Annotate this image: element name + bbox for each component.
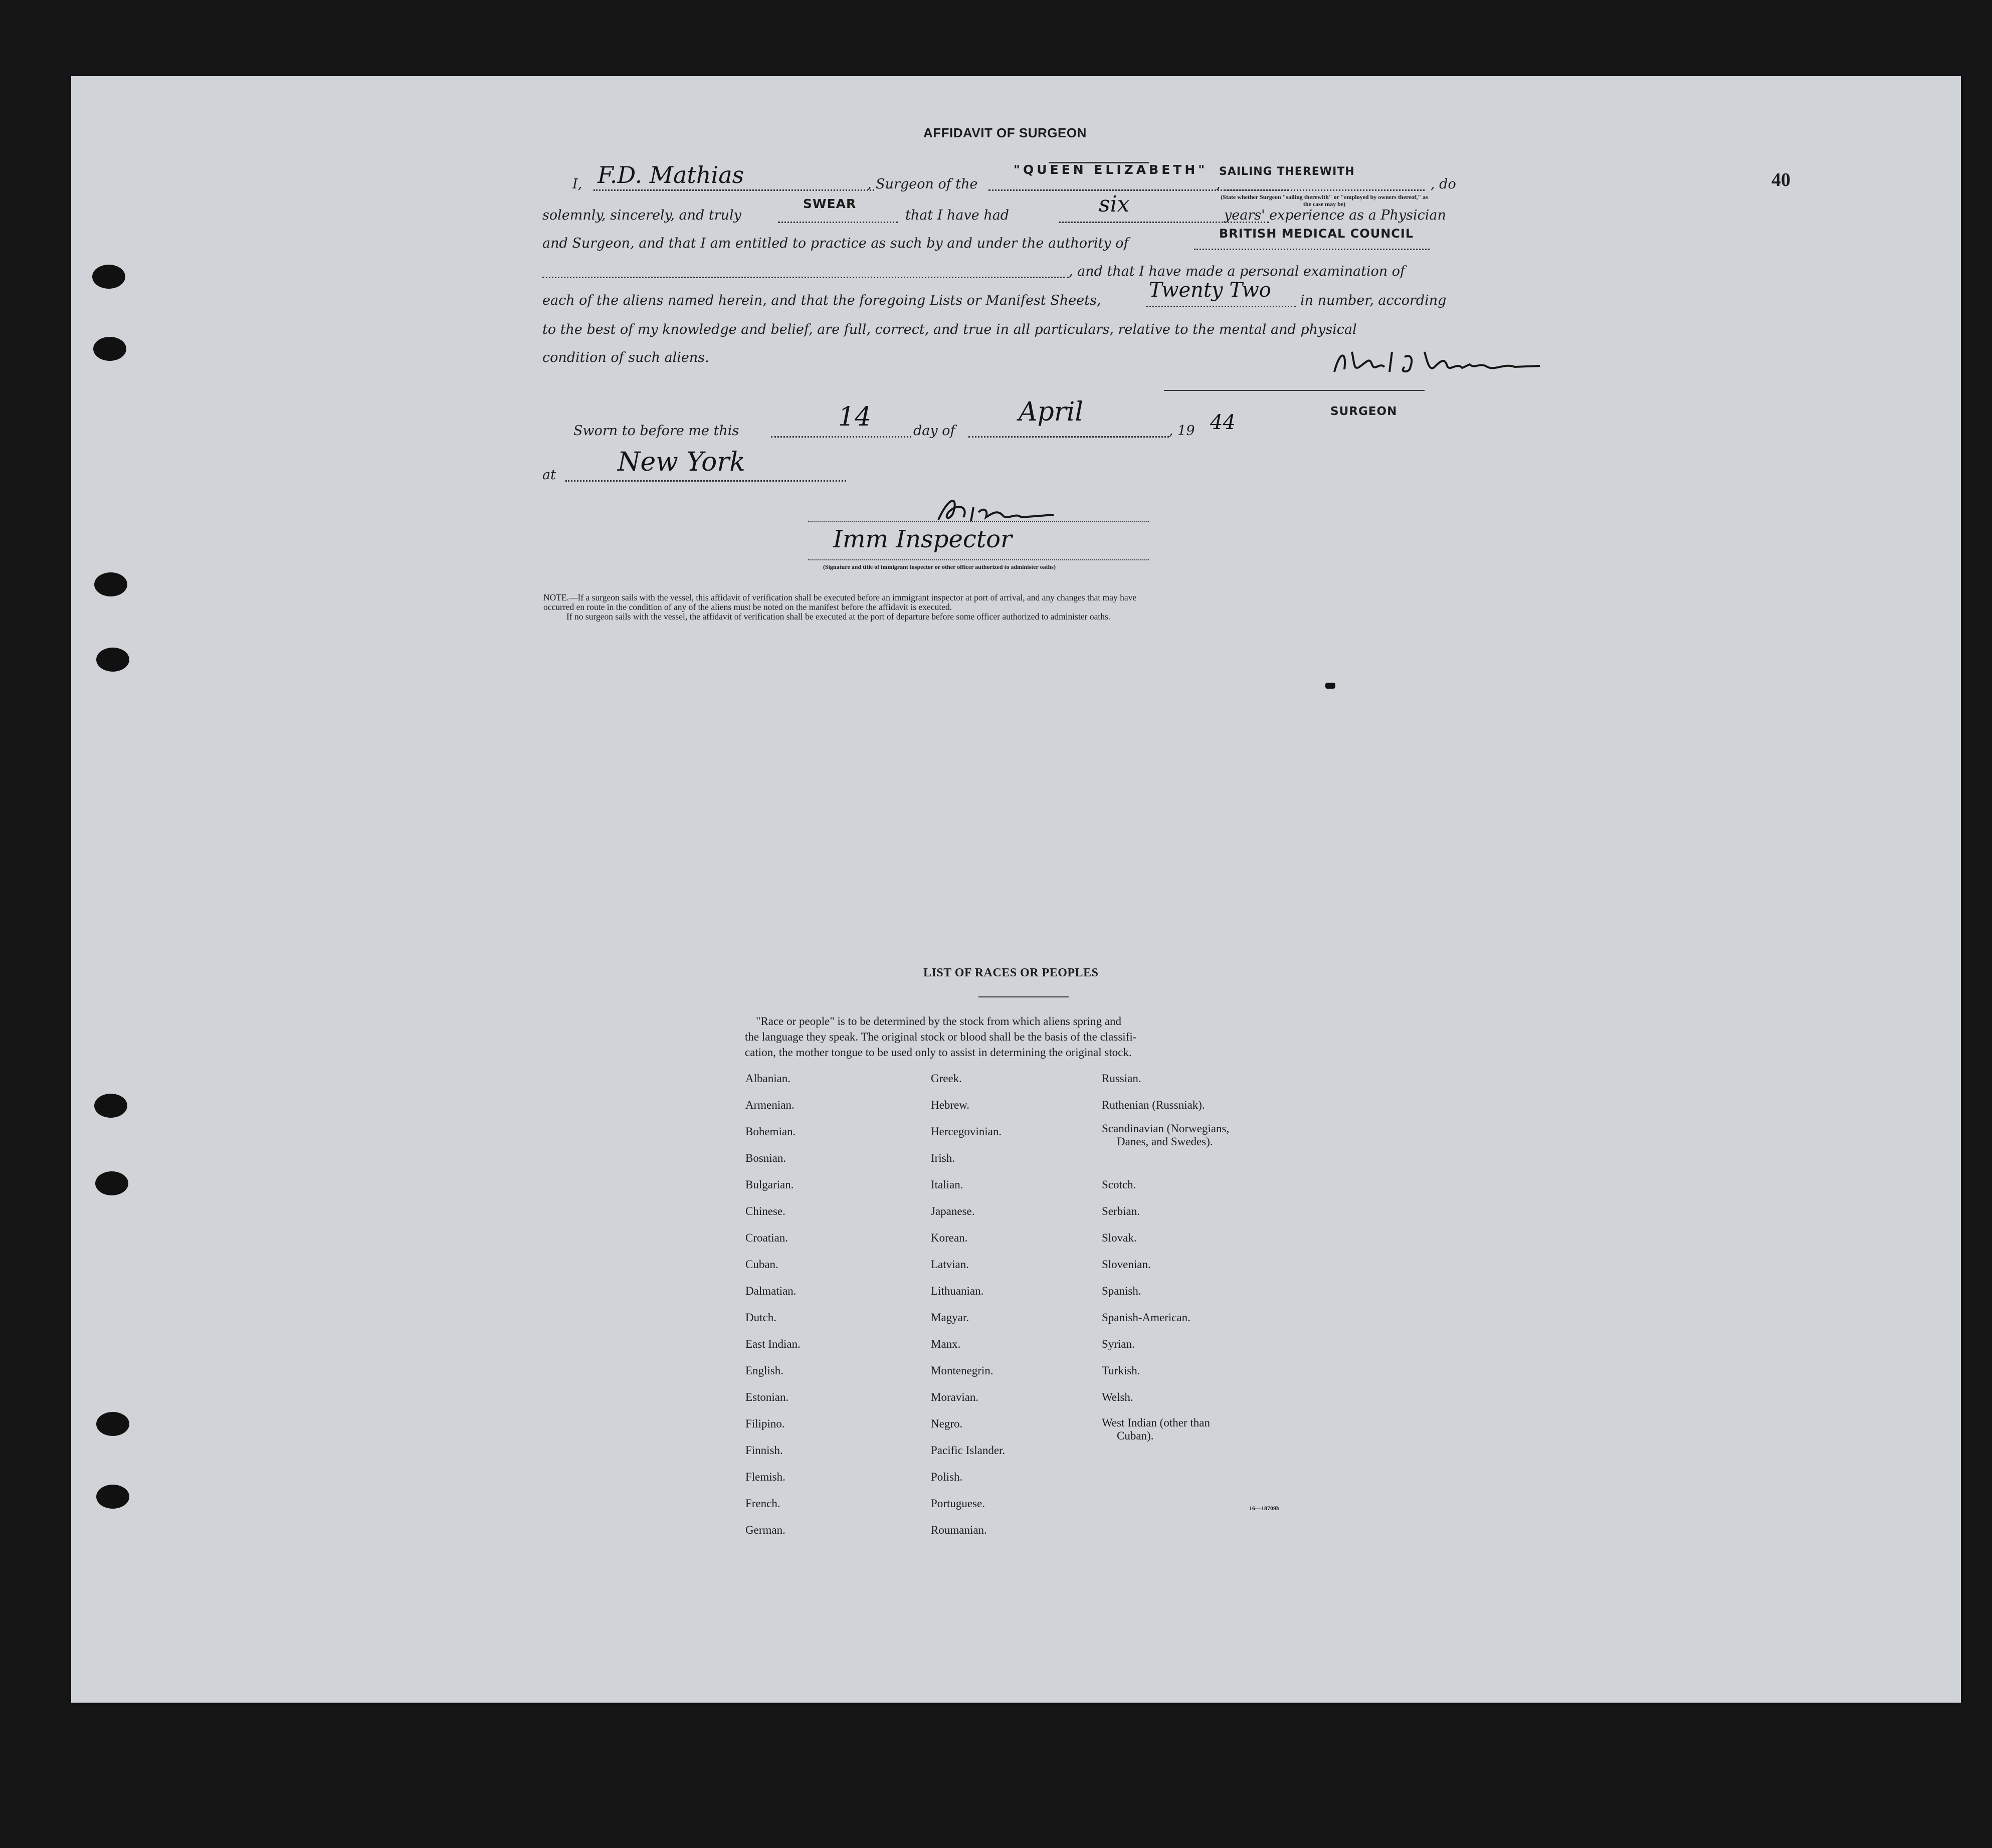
- state-whether-note: (State whether Surgeon "sailing therewith" or "employed by owners thereof," as the case may be): [1221, 193, 1428, 208]
- race-item: French.: [745, 1497, 780, 1510]
- sworn-day: 14: [838, 402, 872, 432]
- race-item: Hebrew.: [931, 1099, 970, 1111]
- race-item: West Indian (other than: [1102, 1416, 1210, 1429]
- form-number: 16—18709b: [1249, 1505, 1280, 1512]
- race-item: Estonian.: [745, 1391, 789, 1403]
- races-intro-2: the language they speak. The original stock or blood shall be the basis of the classifi-: [745, 1031, 1137, 1043]
- race-item: Cuban.: [745, 1258, 778, 1271]
- race-item: Slovenian.: [1102, 1258, 1151, 1271]
- place-blank: [565, 480, 846, 482]
- vessel-name: "QUEEN ELIZABETH": [1014, 162, 1208, 177]
- race-item: Bulgarian.: [745, 1178, 794, 1191]
- race-item: Manx.: [931, 1338, 961, 1350]
- surgeon-signature: [1324, 342, 1585, 387]
- swear-blank: [778, 222, 898, 223]
- name-blank: [593, 189, 874, 191]
- race-item: Pacific Islander.: [931, 1444, 1006, 1457]
- years-value: six: [1099, 191, 1130, 217]
- ink-speck: [1325, 683, 1335, 689]
- race-item: Danes, and Swedes).: [1117, 1135, 1213, 1148]
- race-item: Slovak.: [1102, 1231, 1137, 1244]
- and-surgeon-text: and Surgeon, and that I am entitled to practice as such by and under the authority of: [542, 236, 1129, 251]
- race-item: Croatian.: [745, 1231, 788, 1244]
- year-suffix: 44: [1210, 411, 1236, 434]
- personal-exam-text: , and that I have made a personal examination of: [1069, 264, 1406, 279]
- punch-hole: [94, 1094, 127, 1118]
- page-number: 40: [1771, 169, 1790, 190]
- surgeon-name: F.D. Mathias: [597, 161, 744, 188]
- race-item: Lithuanian.: [931, 1285, 984, 1297]
- race-item: English.: [745, 1364, 784, 1377]
- race-item: Turkish.: [1102, 1364, 1140, 1377]
- race-item: Russian.: [1102, 1072, 1141, 1085]
- sworn-month: April: [1019, 397, 1083, 427]
- race-item: Polish.: [931, 1471, 963, 1483]
- race-item: Latvian.: [931, 1258, 969, 1271]
- do-text: , do: [1431, 176, 1456, 192]
- note-line-1: NOTE.—If a surgeon sails with the vessel, this affidavit of verification shall be executed before an immigrant inspector at port of arrival, and any changes that may have: [543, 592, 1137, 602]
- race-item: Spanish.: [1102, 1285, 1141, 1297]
- comma-sep: ,: [1216, 176, 1221, 192]
- punch-hole: [92, 265, 125, 289]
- race-item: Moravian.: [931, 1391, 979, 1403]
- each-aliens-text: each of the aliens named herein, and that the foregoing Lists or Manifest Sheets,: [542, 293, 1101, 308]
- day-blank: [771, 436, 911, 438]
- race-item: Armenian.: [745, 1099, 794, 1111]
- race-item: Ruthenian (Russniak).: [1102, 1099, 1205, 1111]
- race-item: Syrian.: [1102, 1338, 1135, 1350]
- punch-hole: [93, 337, 126, 361]
- race-item: German.: [745, 1524, 785, 1536]
- place-value: New York: [618, 447, 745, 477]
- punch-hole: [94, 572, 127, 596]
- i-prefix: I,: [572, 176, 582, 192]
- signature-caption: (Signature and title of immigrant inspector or other officer authorized to administer oaths): [823, 563, 1056, 570]
- document-page: [71, 76, 1961, 1703]
- race-item: Greek.: [931, 1072, 962, 1085]
- race-item: Italian.: [931, 1178, 963, 1191]
- race-item: Flemish.: [745, 1471, 785, 1483]
- race-item: Hercegovinian.: [931, 1125, 1002, 1138]
- surgeon-label: SURGEON: [1330, 405, 1398, 418]
- race-item: Chinese.: [745, 1205, 785, 1217]
- solemnly-text: solemnly, sincerely, and truly: [542, 208, 741, 223]
- note-line-2: occurred en route in the condition of any of the aliens must be noted on the manifest before the affidavit is executed.: [543, 602, 952, 612]
- note-line-3: If no surgeon sails with the vessel, the affidavit of verification shall be executed at the port of departure before some officer authorized to administer oaths.: [566, 611, 1111, 622]
- punch-hole: [96, 1485, 129, 1509]
- race-item: Irish.: [931, 1152, 955, 1164]
- sworn-text: Sworn to before me this: [573, 423, 739, 439]
- to-best-text: to the best of my knowledge and belief, are full, correct, and true in all particulars, relative to the mental and physical: [542, 322, 1357, 337]
- race-item: Roumanian.: [931, 1524, 987, 1536]
- punch-hole: [96, 648, 129, 672]
- race-item: Cuban).: [1117, 1429, 1154, 1442]
- authority-blank: [1194, 249, 1430, 250]
- race-item: Albanian.: [745, 1072, 791, 1085]
- officer-title: Imm Inspector: [833, 525, 1012, 553]
- race-item: Japanese.: [931, 1205, 975, 1217]
- race-item: Finnish.: [745, 1444, 783, 1457]
- month-blank: [968, 436, 1169, 438]
- race-item: Welsh.: [1102, 1391, 1133, 1403]
- years-text: years' experience as a Physician: [1224, 208, 1446, 223]
- affidavit-title: AFFIDAVIT OF SURGEON: [923, 125, 1087, 140]
- race-item: Dutch.: [745, 1311, 776, 1324]
- condition-text: condition of such aliens.: [542, 350, 709, 365]
- race-item: Dalmatian.: [745, 1285, 796, 1297]
- sheets-count: Twenty Two: [1149, 279, 1271, 302]
- race-item: Bohemian.: [745, 1125, 796, 1138]
- race-item: Filipino.: [745, 1417, 785, 1430]
- surgeon-of-the-text: , Surgeon of the: [867, 176, 978, 192]
- in-number-text: in number, according: [1300, 293, 1447, 308]
- races-intro-1: "Race or people" is to be determined by the stock from which aliens spring and: [756, 1015, 1122, 1028]
- sailing-blank: [1224, 189, 1425, 191]
- swear-value: SWEAR: [803, 196, 857, 211]
- at-label: at: [542, 467, 556, 483]
- race-item: Portuguese.: [931, 1497, 985, 1510]
- race-item: Scotch.: [1102, 1178, 1136, 1191]
- races-intro-3: cation, the mother tongue to be used only to assist in determining the original stock.: [745, 1046, 1132, 1059]
- vessel-underline: [1049, 162, 1149, 163]
- race-item: Korean.: [931, 1231, 968, 1244]
- races-title: LIST OF RACES OR PEOPLES: [923, 966, 1099, 979]
- officer-title-line: [808, 559, 1149, 560]
- race-item: Serbian.: [1102, 1205, 1140, 1217]
- sailing-text: SAILING THEREWITH: [1219, 165, 1355, 178]
- race-item: Magyar.: [931, 1311, 969, 1324]
- race-item: Scandinavian (Norwegians,: [1102, 1122, 1230, 1135]
- race-item: Montenegrin.: [931, 1364, 993, 1377]
- sheets-blank: [1146, 306, 1296, 307]
- races-title-rule: [978, 996, 1069, 997]
- authority-continuation-blank: [542, 277, 1069, 278]
- day-of-text: day of: [913, 423, 955, 439]
- authority-value: BRITISH MEDICAL COUNCIL: [1219, 227, 1414, 241]
- punch-hole: [96, 1412, 129, 1436]
- race-item: Spanish-American.: [1102, 1311, 1190, 1324]
- race-item: Negro.: [931, 1417, 963, 1430]
- race-item: Bosnian.: [745, 1152, 786, 1164]
- punch-hole: [95, 1171, 128, 1195]
- that-had-text: that I have had: [905, 208, 1010, 223]
- year-prefix: , 19: [1169, 423, 1195, 439]
- surgeon-signature-line: [1164, 390, 1425, 391]
- officer-signature-line: [808, 521, 1149, 522]
- race-item: East Indian.: [745, 1338, 801, 1350]
